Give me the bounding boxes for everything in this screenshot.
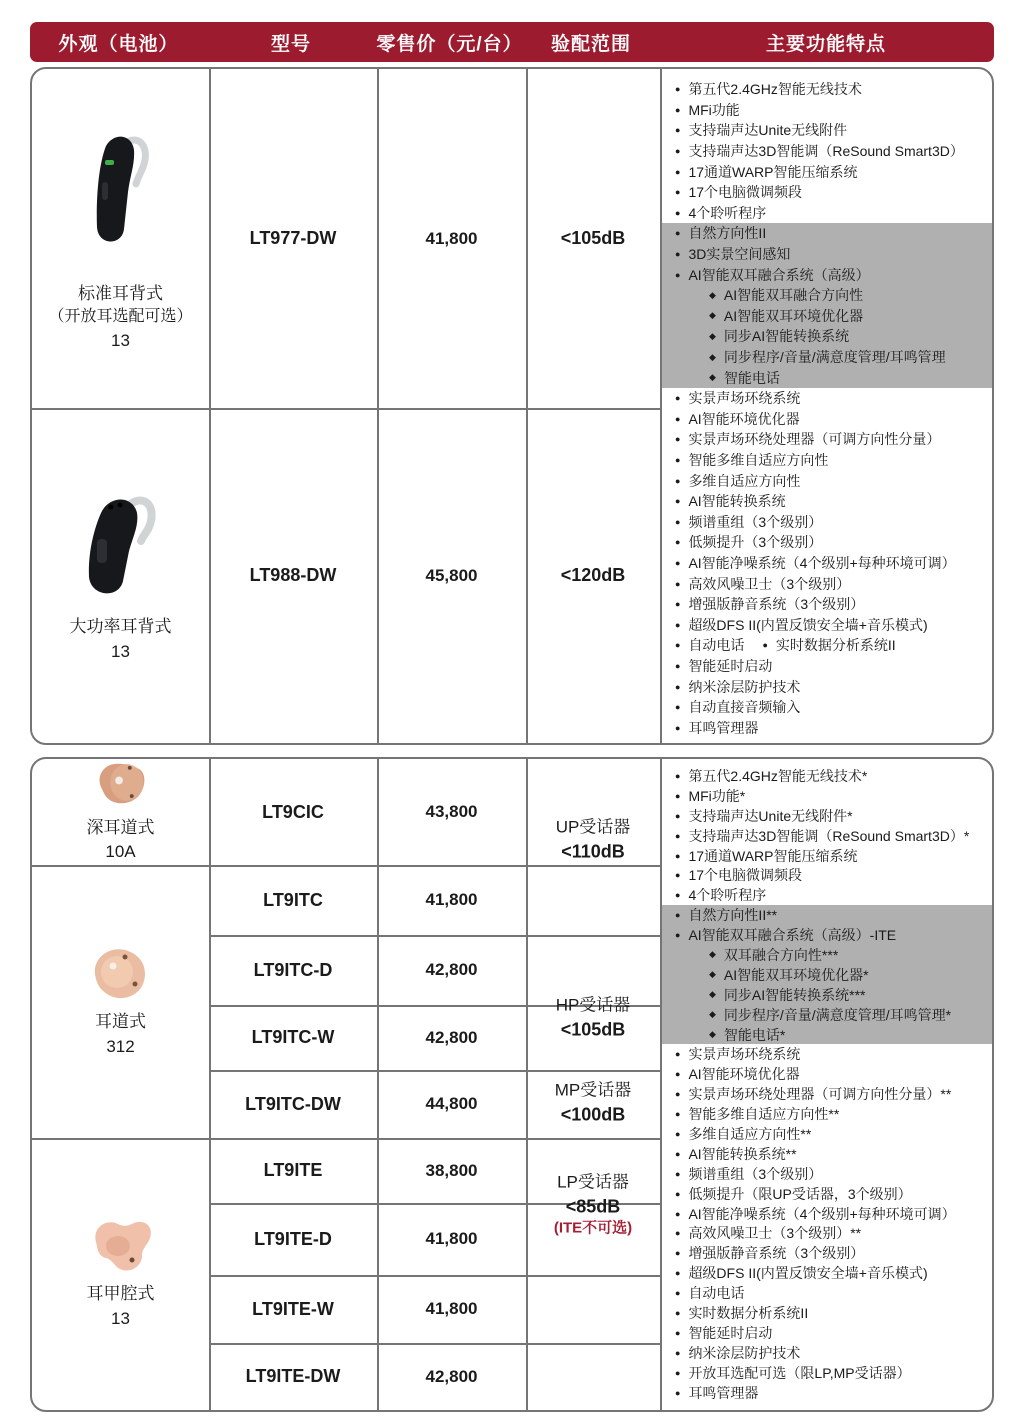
feature-item	[662, 717, 992, 738]
feature-item	[662, 594, 992, 615]
price-cell: 44,800	[425, 1094, 478, 1113]
feature-item	[662, 1223, 992, 1243]
style-note: （开放耳选配可选）	[48, 308, 193, 326]
style-name: 大功率耳背式	[69, 616, 172, 636]
feature-text: ● 智能延时启动	[688, 1324, 773, 1341]
feature-item	[662, 532, 992, 553]
receiver-type: UP受话器	[555, 817, 631, 837]
feature-item	[662, 925, 992, 945]
feature-item	[662, 656, 992, 677]
feature-item	[662, 965, 992, 985]
feature-item	[662, 1303, 992, 1323]
header-features: 主要功能特点	[765, 33, 886, 55]
feature-text: ● 多维自适应方向性**	[688, 1125, 812, 1142]
battery-size: 10A	[105, 842, 136, 862]
cic-hearing-aid-photo	[93, 759, 149, 808]
style-name: 深耳道式	[86, 817, 155, 837]
feature-item	[662, 826, 992, 846]
feature-item	[662, 470, 992, 491]
feature-text: ● 支持瑞声达3D智能调（ReSound Smart3D）	[688, 143, 964, 160]
feature-item	[662, 1104, 992, 1124]
range-limit: <85dB	[565, 1196, 621, 1217]
feature-item	[662, 676, 992, 697]
range-limit: <100dB	[560, 1104, 626, 1125]
feature-text: ● AI智能净噪系统（4个级别+每种环境可调）	[688, 554, 956, 571]
price-cell: 41,800	[425, 228, 478, 248]
feature-text: ● AI智能净噪系统（4个级别+每种环境可调）	[688, 1205, 956, 1222]
feature-text: ● 第五代2.4GHz智能无线技术*	[688, 767, 868, 784]
feature-item	[662, 766, 992, 786]
style-name: 标准耳背式	[78, 283, 163, 303]
model-cell: LT988-DW	[249, 565, 337, 585]
feature-text: ● 高效风噪卫士（3个级别）**	[688, 1225, 862, 1242]
feature-item	[662, 1025, 992, 1045]
feature-text: ● 17通道WARP智能压缩系统	[688, 163, 858, 180]
price-cell: 42,800	[425, 1366, 478, 1386]
model-cell: LT9ITE	[263, 1160, 323, 1180]
feature-text: ● 自动直接音频输入	[688, 699, 801, 716]
fitting-range-lp	[526, 1171, 660, 1238]
price-cell: 41,800	[425, 1229, 478, 1248]
appearance-cell-power-bte	[32, 408, 209, 743]
model-cell: LT977-DW	[249, 228, 337, 248]
feature-item	[662, 141, 992, 162]
feature-item	[662, 409, 992, 430]
feature-item	[662, 1363, 992, 1383]
power-bte-hearing-aid-photo	[81, 487, 161, 607]
appearance-cell-cic	[32, 759, 209, 865]
model-cell: LT9ITC-DW	[245, 1093, 341, 1114]
header-fitting-range: 验配范围	[550, 33, 631, 55]
feature-item	[662, 985, 992, 1005]
range-limit: <110dB	[561, 841, 625, 862]
battery-size: 312	[106, 1036, 135, 1056]
feature-text: ● 17个电脑微调频段	[688, 867, 803, 884]
feature-text: ◆ 同步程序/音量/满意度管理/耳鸣管理	[723, 349, 946, 366]
feature-item	[662, 306, 992, 327]
feature-text: ● MFi功能*	[688, 787, 746, 804]
feature-text: ● 支持瑞声达Unite无线附件*	[688, 807, 853, 824]
feature-item	[662, 450, 992, 471]
ite-hearing-aid-photo	[86, 1216, 156, 1274]
feature-text: ● 4个聆听程序	[688, 887, 767, 904]
feature-text: ● 3D实景空间感知	[688, 246, 791, 263]
feature-text: ● 第五代2.4GHz智能无线技术	[688, 81, 862, 98]
model-cell: LT9ITE-W	[252, 1298, 334, 1319]
feature-item	[662, 347, 992, 368]
fitting-range-cell: <105dB	[560, 228, 626, 248]
feature-text: ● AI智能环境优化器	[688, 410, 800, 427]
feature-text: ● 支持瑞声达3D智能调（ReSound Smart3D）*	[688, 827, 970, 844]
feature-text: ● 自动电话	[688, 637, 745, 654]
feature-text: ● 17通道WARP智能压缩系统	[688, 847, 858, 864]
feature-item	[662, 905, 992, 925]
feature-text: ● AI智能双耳融合系统（高级）-ITE	[688, 927, 897, 944]
feature-text: ● 增强版静音系统（3个级别）	[688, 596, 865, 613]
model-cell: LT9ITC-D	[253, 959, 333, 980]
price-cell: 41,800	[425, 1299, 478, 1318]
feature-item	[662, 511, 992, 532]
feature-text: ◆ 同步AI智能转换系统***	[723, 986, 866, 1003]
battery-size: 13	[111, 641, 130, 661]
model-cell: LT9ITC	[263, 889, 323, 910]
fitting-range-mp	[526, 1079, 660, 1126]
ite-products-table	[30, 757, 994, 1412]
feature-item	[662, 1084, 992, 1104]
feature-item	[662, 1164, 992, 1184]
feature-item	[662, 614, 992, 635]
feature-item	[662, 573, 992, 594]
feature-item	[662, 1005, 992, 1025]
feature-item	[662, 806, 992, 826]
feature-text: ● 超级DFS II(内置反馈安全墙+音乐模式)	[688, 616, 928, 633]
feature-text: ● 纳米涂层防护技术	[688, 1344, 801, 1361]
style-name: 耳甲腔式	[86, 1284, 155, 1304]
header-appearance: 外观（电池）	[58, 33, 179, 55]
feature-item	[662, 553, 992, 574]
feature-text: ● 纳米涂层防护技术	[688, 678, 801, 695]
standard-bte-hearing-aid-photo	[88, 124, 154, 274]
feature-text: ● 实时数据分析系统II	[688, 1305, 809, 1321]
feature-text: ● 多维自适应方向性	[688, 472, 801, 489]
feature-text: ● AI智能双耳融合系统（高级）	[688, 266, 870, 283]
feature-text: ● 自动电话	[688, 1285, 745, 1302]
feature-item	[662, 1144, 992, 1164]
feature-text: ◆ AI智能双耳环境优化器	[723, 307, 864, 324]
feature-item	[662, 846, 992, 866]
model-cell: LT9ITC-W	[251, 1027, 335, 1047]
feature-item	[662, 367, 992, 388]
feature-item	[662, 1124, 992, 1144]
table-header-row	[30, 22, 994, 62]
feature-item	[662, 697, 992, 718]
feature-text: ● 自然方向性II**	[688, 907, 778, 924]
feature-item	[662, 491, 992, 512]
receiver-type: HP受话器	[555, 995, 631, 1015]
feature-item	[662, 945, 992, 965]
feature-text: ● 频谱重组（3个级别）	[688, 513, 823, 530]
feature-text: ● 增强版静音系统（3个级别）	[688, 1245, 865, 1262]
appearance-cell-itc	[32, 865, 209, 1138]
feature-text: ● 高效风噪卫士（3个级别）	[688, 575, 851, 592]
receiver-type: LP受话器	[557, 1172, 629, 1192]
feature-text: ● AI智能转换系统**	[688, 1145, 797, 1162]
feature-item	[662, 120, 992, 141]
price-cell: 42,800	[425, 960, 478, 979]
feature-text: ● 17个电脑微调频段	[688, 184, 803, 201]
feature-text: ◆ 同步程序/音量/满意度管理/耳鸣管理*	[723, 1006, 952, 1023]
feature-item	[662, 429, 992, 450]
bte-products-table	[30, 67, 994, 745]
range-limit: <105dB	[560, 1019, 626, 1040]
feature-item	[662, 1383, 992, 1403]
feature-item	[662, 79, 992, 100]
feature-text: ● 智能多维自适应方向性	[688, 451, 829, 468]
feature-item	[662, 100, 992, 121]
header-price: 零售价（元/台）	[376, 33, 523, 55]
feature-text: ● MFi功能	[688, 101, 740, 118]
feature-text: ● 耳鸣管理器	[688, 719, 759, 736]
feature-text: ● 实景声场环绕处理器（可调方向性分量）**	[688, 1086, 952, 1103]
feature-text: ◆ 双耳融合方向性***	[723, 946, 839, 963]
feature-item	[662, 1263, 992, 1283]
price-cell: 41,800	[425, 890, 478, 909]
price-cell: 42,800	[425, 1027, 478, 1047]
feature-item	[662, 223, 992, 244]
price-cell: 38,800	[425, 1160, 478, 1180]
feature-text: ◆ AI智能双耳环境优化器*	[723, 966, 869, 983]
appearance-cell-standard-bte	[32, 69, 209, 408]
feature-text: ● 实景声场环绕处理器（可调方向性分量）	[688, 431, 941, 448]
feature-item	[662, 635, 992, 656]
feature-item	[662, 786, 992, 806]
price-cell: 43,800	[425, 802, 478, 821]
model-cell: LT9CIC	[262, 801, 324, 822]
feature-item	[662, 285, 992, 306]
feature-item	[662, 1323, 992, 1343]
feature-item	[662, 326, 992, 347]
feature-text: ● 低频提升（3个级别）	[688, 534, 823, 551]
appearance-cell-ite	[32, 1138, 209, 1410]
receiver-type: MP受话器	[554, 1080, 632, 1100]
feature-item	[662, 1343, 992, 1363]
fitting-range-hp	[526, 994, 660, 1041]
features-list-bte	[662, 69, 992, 743]
feature-item	[662, 264, 992, 285]
style-name: 耳道式	[95, 1011, 146, 1031]
model-cell: LT9ITE-DW	[245, 1366, 341, 1386]
feature-item	[662, 244, 992, 265]
feature-text: ● 低频提升（限UP受话器，3个级别）	[688, 1185, 912, 1202]
feature-item	[662, 388, 992, 409]
feature-item	[662, 1064, 992, 1084]
price-cell: 45,800	[425, 565, 478, 585]
itc-hearing-aid-photo	[89, 944, 153, 1002]
features-list-ite	[662, 759, 992, 1410]
feature-item	[662, 1243, 992, 1263]
feature-text: ◆ 同步AI智能转换系统	[723, 328, 850, 345]
feature-item	[662, 203, 992, 224]
feature-text: ● 实景声场环绕系统	[688, 390, 801, 407]
feature-text: ● 实景声场环绕系统	[688, 1046, 801, 1063]
feature-text: ● 智能多维自适应方向性**	[688, 1106, 840, 1123]
feature-item	[662, 1204, 992, 1224]
feature-text: ● AI智能转换系统	[688, 493, 786, 510]
feature-item	[662, 1283, 992, 1303]
battery-size: 13	[111, 1309, 130, 1328]
feature-text: ● 4个聆听程序	[688, 204, 767, 221]
feature-item	[662, 161, 992, 182]
feature-item	[662, 182, 992, 203]
feature-text: ● 频谱重组（3个级别）	[688, 1165, 823, 1182]
feature-item	[662, 1044, 992, 1064]
feature-item	[662, 1184, 992, 1204]
fitting-note: (ITE不可选)	[553, 1219, 633, 1237]
header-model: 型号	[270, 33, 311, 55]
fitting-range-cell: <120dB	[560, 565, 626, 585]
feature-item	[662, 885, 992, 905]
feature-text: ◆ 智能电话*	[723, 1026, 786, 1043]
feature-text: ◆ 智能电话	[723, 369, 780, 386]
battery-size: 13	[111, 330, 130, 350]
feature-text: ◆ AI智能双耳融合方向性	[723, 287, 864, 304]
model-cell: LT9ITE-D	[254, 1228, 332, 1249]
feature-text: ● 开放耳选配可选（限LP,MP受话器）	[688, 1364, 911, 1381]
feature-text: ● 自然方向性II	[688, 225, 767, 242]
feature-text-secondary: ● 实时数据分析系统II	[744, 635, 895, 655]
feature-text: ● AI智能环境优化器	[688, 1066, 800, 1083]
feature-text: ● 耳鸣管理器	[688, 1384, 759, 1401]
fitting-range-up	[526, 816, 660, 863]
feature-text: ● 超级DFS II(内置反馈安全墙+音乐模式)	[688, 1265, 928, 1282]
feature-text: ● 智能延时启动	[688, 657, 773, 674]
feature-item	[662, 865, 992, 885]
feature-text: ● 支持瑞声达Unite无线附件	[688, 122, 848, 139]
